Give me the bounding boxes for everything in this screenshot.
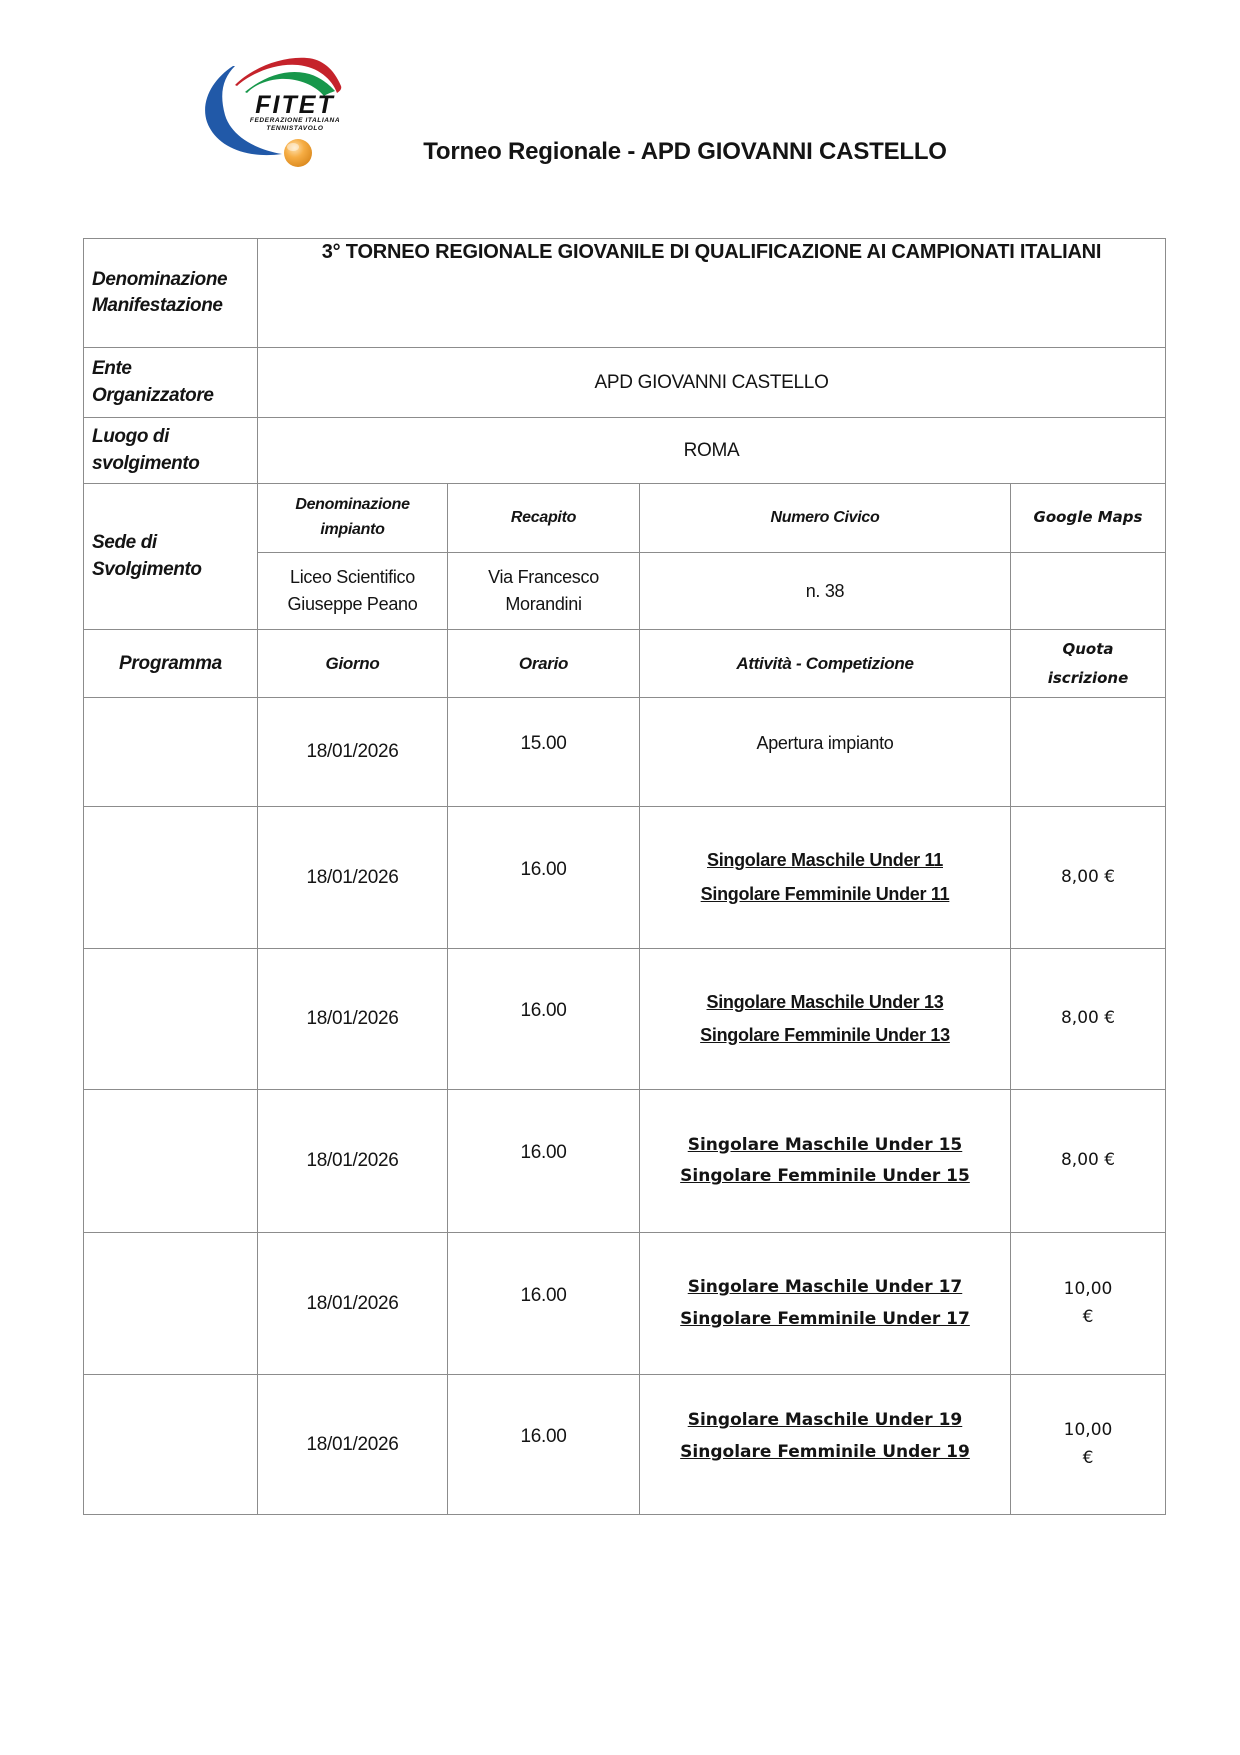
col-header-giorno: Giorno <box>258 630 448 698</box>
quota-cell <box>1011 1233 1166 1375</box>
table-row <box>84 630 1166 698</box>
quota-line: 8,00 € <box>1060 1008 1116 1029</box>
page-header <box>0 0 1240 238</box>
table-row <box>84 239 1166 348</box>
col-header-programma: Programma <box>84 630 258 698</box>
quota-cell <box>1011 807 1166 949</box>
civico-value: n. 38 <box>640 553 1011 630</box>
recapito-value: Via Francesco Morandini <box>448 553 640 630</box>
quota-line: 10,00 <box>1063 1279 1113 1300</box>
quota-cell <box>1011 698 1166 807</box>
table-row <box>84 1090 1166 1233</box>
attivita-line: Singolare Femminile Under 19 <box>680 1441 970 1462</box>
quota-header-line: Quota <box>1062 640 1114 658</box>
logo-subtitle-1: FEDERAZIONE ITALIANA <box>249 117 341 124</box>
table-row <box>84 949 1166 1090</box>
attivita-cell <box>640 949 1011 1090</box>
page-title: Torneo Regionale - APD GIOVANNI CASTELLO <box>423 138 947 165</box>
attivita-cell <box>640 807 1011 949</box>
col-header-civico: Numero Civico <box>640 484 1011 553</box>
attivita-line: Apertura impianto <box>756 733 894 754</box>
quota-line: € <box>1082 1306 1094 1327</box>
attivita-cell <box>640 1233 1011 1375</box>
attivita-cell <box>640 698 1011 807</box>
attivita-line: Singolare Femminile Under 15 <box>680 1166 970 1186</box>
attivita-line: Singolare Maschile Under 11 <box>707 850 943 871</box>
table-row <box>84 348 1166 418</box>
quota-line: 10,00 <box>1063 1420 1113 1441</box>
attivita-cell <box>640 1375 1011 1515</box>
orario-cell: 16.00 <box>448 807 640 949</box>
quota-header-line: iscrizione <box>1047 668 1129 687</box>
quota-cell <box>1011 949 1166 1090</box>
quota-cell <box>1011 1375 1166 1515</box>
attivita-line: Singolare Maschile Under 13 <box>706 991 944 1012</box>
col-header-recapito: Recapito <box>448 484 640 553</box>
table-row <box>84 484 1166 553</box>
col-header-maps: Google Maps <box>1011 484 1166 553</box>
programma-empty-cell <box>84 1233 258 1375</box>
programma-empty-cell <box>84 1375 258 1515</box>
orario-cell: 16.00 <box>448 1090 640 1233</box>
programma-empty-cell <box>84 949 258 1090</box>
ente-value: APD GIOVANNI CASTELLO <box>258 348 1166 418</box>
row-label: Denominazione Manifestazione <box>84 239 258 348</box>
quota-cell <box>1011 1090 1166 1233</box>
orario-cell: 16.00 <box>448 949 640 1090</box>
col-header-quota <box>1011 630 1166 698</box>
attivita-line: Singolare Femminile Under 13 <box>700 1025 950 1045</box>
giorno-cell: 18/01/2026 <box>258 698 448 807</box>
attivita-line: Singolare Femminile Under 17 <box>680 1308 970 1329</box>
giorno-cell: 18/01/2026 <box>258 807 448 949</box>
giorno-cell: 18/01/2026 <box>258 1375 448 1515</box>
orario-cell: 15.00 <box>448 698 640 807</box>
col-header-orario: Orario <box>448 630 640 698</box>
col-header-attivita: Attività - Competizione <box>640 630 1011 698</box>
row-label: Luogo di svolgimento <box>84 418 258 484</box>
table-row <box>84 698 1166 807</box>
tournament-table <box>83 238 1166 1515</box>
attivita-line: Singolare Maschile Under 19 <box>687 1410 963 1431</box>
programma-empty-cell <box>84 1090 258 1233</box>
col-header-impianto: Denominazione impianto <box>258 484 448 553</box>
impianto-value: Liceo Scientifico Giuseppe Peano <box>258 553 448 630</box>
orario-cell: 16.00 <box>448 1375 640 1515</box>
giorno-cell: 18/01/2026 <box>258 949 448 1090</box>
maps-value <box>1011 553 1166 630</box>
attivita-line: Singolare Femminile Under 11 <box>700 883 950 904</box>
manifestazione-value: 3° TORNEO REGIONALE GIOVANILE DI QUALIFICAZIONE AI CAMPIONATI ITALIANI <box>258 239 1166 348</box>
row-label: Sede di Svolgimento <box>84 484 258 630</box>
table-row <box>84 418 1166 484</box>
giorno-cell: 18/01/2026 <box>258 1233 448 1375</box>
attivita-cell <box>640 1090 1011 1233</box>
logo-subtitle-2: TENNISTAVOLO <box>266 125 324 132</box>
orario-cell: 16.00 <box>448 1233 640 1375</box>
attivita-line: Singolare Maschile Under 17 <box>687 1277 963 1298</box>
giorno-cell: 18/01/2026 <box>258 1090 448 1233</box>
luogo-value: ROMA <box>258 418 1166 484</box>
quota-line: € <box>1082 1447 1094 1468</box>
quota-line: 8,00 € <box>1060 866 1116 887</box>
programma-empty-cell <box>84 807 258 949</box>
attivita-line: Singolare Maschile Under 15 <box>687 1134 963 1155</box>
table-row <box>84 1375 1166 1515</box>
quota-line: 8,00 € <box>1060 1150 1116 1171</box>
programma-empty-cell <box>84 698 258 807</box>
row-label: Ente Organizzatore <box>84 348 258 418</box>
logo-wordmark: FITET <box>255 91 335 119</box>
table-row <box>84 1233 1166 1375</box>
table-row <box>84 807 1166 949</box>
